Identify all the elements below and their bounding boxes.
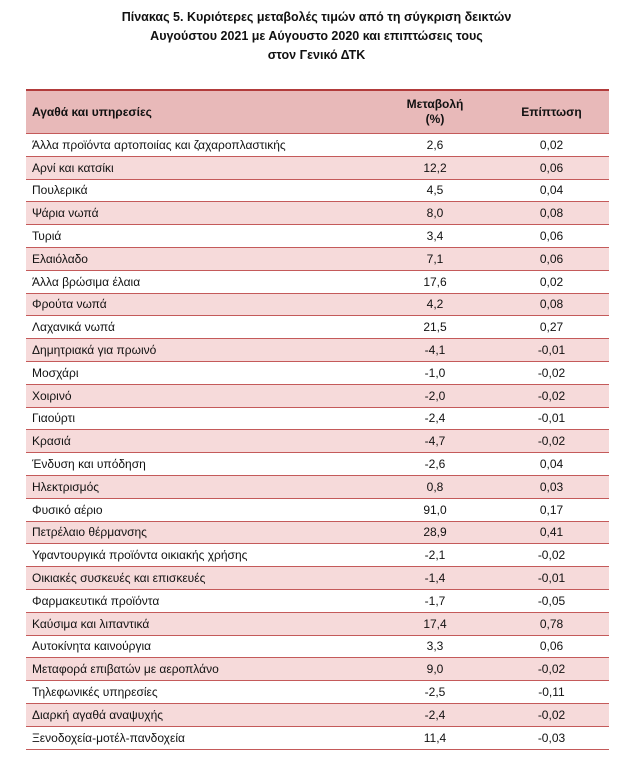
table-row (26, 384, 609, 407)
cell-impact: 0,41 (539, 525, 564, 540)
cell-impact: -0,01 (537, 571, 566, 586)
table-row (26, 452, 609, 475)
table-row (26, 293, 609, 316)
cell-item: Ξενοδοχεία-μοτέλ-πανδοχεία (32, 730, 185, 745)
cell-impact: 0,17 (539, 502, 564, 517)
table-bottom-border (26, 749, 609, 750)
cell-impact: 0,27 (539, 320, 564, 335)
cell-change: 17,4 (423, 616, 447, 631)
cell-impact: -0,05 (537, 593, 566, 608)
cell-change: -1,0 (424, 365, 446, 380)
table-row (26, 657, 609, 680)
cell-item: Μεταφορά επιβατών με αεροπλάνο (32, 662, 219, 677)
table-row (26, 589, 609, 612)
table-row (26, 361, 609, 384)
cell-change: -1,4 (424, 571, 446, 586)
cell-item: Ψάρια νωπά (32, 206, 99, 221)
cell-item: Φυσικό αέριο (32, 502, 103, 517)
cell-impact: 0,04 (539, 457, 564, 472)
cell-change: -2,5 (424, 685, 446, 700)
cell-change: 28,9 (423, 525, 447, 540)
cell-change: 2,6 (426, 137, 444, 152)
table-row (26, 703, 609, 726)
table-header (26, 89, 609, 133)
cell-item: Οικιακές συσκευές και επισκευές (32, 571, 206, 586)
cell-change: 4,2 (426, 297, 444, 312)
table-title (0, 8, 633, 65)
cell-change: -2,1 (424, 548, 446, 563)
cell-impact: 0,06 (539, 251, 564, 266)
cell-impact: -0,02 (537, 548, 566, 563)
cell-change: 17,6 (423, 274, 447, 289)
header-change-line2: (%) (425, 112, 445, 126)
cell-impact: 0,03 (539, 479, 564, 494)
cell-change: 91,0 (423, 502, 447, 517)
cell-change: 3,3 (426, 639, 444, 654)
cell-change: -4,1 (424, 343, 446, 358)
cell-impact: -0,11 (538, 685, 565, 700)
cell-item: Ελαιόλαδο (32, 251, 88, 266)
cell-item: Διαρκή αγαθά αναψυχής (32, 707, 164, 722)
header-impact: Επίπτωση (521, 105, 582, 119)
table-row (26, 338, 609, 361)
table-row (26, 247, 609, 270)
table-row (26, 224, 609, 247)
cell-impact: -0,02 (537, 434, 566, 449)
table-body (26, 133, 609, 749)
cell-impact: -0,02 (537, 388, 566, 403)
cell-impact: 0,06 (539, 160, 564, 175)
cell-change: -1,7 (424, 593, 446, 608)
cell-change: 7,1 (426, 251, 444, 266)
header-item: Αγαθά και υπηρεσίες (32, 105, 152, 119)
cell-item: Αρνί και κατσίκι (32, 160, 114, 175)
table-row (26, 315, 609, 338)
cell-change: 3,4 (426, 229, 444, 244)
cell-item: Αυτοκίνητα καινούργια (32, 639, 152, 654)
cell-change: 9,0 (426, 662, 444, 677)
cell-item: Φαρμακευτικά προϊόντα (32, 593, 160, 608)
cell-change: 12,2 (423, 160, 447, 175)
cell-item: Πετρέλαιο θέρμανσης (32, 525, 147, 540)
cell-change: 21,5 (423, 320, 447, 335)
cell-item: Άλλα βρώσιμα έλαια (32, 274, 141, 289)
cell-item: Γιαούρτι (32, 411, 75, 426)
cell-change: -2,4 (424, 411, 446, 426)
cell-item: Τηλεφωνικές υπηρεσίες (32, 685, 158, 700)
table-row (26, 635, 609, 658)
cell-item: Πουλερικά (32, 183, 88, 198)
table-row (26, 270, 609, 293)
table-row (26, 680, 609, 703)
cell-change: -2,6 (424, 457, 446, 472)
cell-item: Ένδυση και υπόδηση (32, 457, 146, 472)
cell-impact: -0,02 (537, 662, 566, 677)
table-row (26, 612, 609, 635)
cell-impact: 0,06 (539, 229, 564, 244)
cell-item: Άλλα προϊόντα αρτοποιίας και ζαχαροπλαστικής (32, 137, 286, 152)
cell-change: -2,4 (424, 707, 446, 722)
table-row (26, 429, 609, 452)
cell-item: Τυριά (32, 229, 62, 244)
table-row (26, 726, 609, 749)
table-row (26, 156, 609, 179)
cell-impact: -0,01 (537, 411, 566, 426)
cell-item: Χοιρινό (32, 388, 72, 403)
table-row (26, 407, 609, 430)
title-line-1: Πίνακας 5. Κυριότερες μεταβολές τιμών από τη σύγκριση δεικτών (121, 10, 512, 24)
table-row (26, 498, 609, 521)
cell-change: -2,0 (424, 388, 446, 403)
cell-impact: 0,08 (539, 297, 564, 312)
cell-item: Καύσιμα και λιπαντικά (32, 616, 150, 631)
cell-impact: 0,08 (539, 206, 564, 221)
title-line-3: στον Γενικό ΔΤΚ (267, 48, 366, 62)
table-row (26, 566, 609, 589)
cell-impact: 0,02 (539, 137, 564, 152)
title-line-2: Αυγούστου 2021 με Αύγουστο 2020 και επιπτώσεις τους (150, 29, 483, 43)
table-row (26, 521, 609, 544)
cell-impact: 0,04 (539, 183, 564, 198)
cell-item: Ηλεκτρισμός (32, 479, 100, 494)
table-row (26, 475, 609, 498)
table-row (26, 133, 609, 156)
cell-change: 8,0 (426, 206, 444, 221)
cell-item: Υφαντουργικά προϊόντα οικιακής χρήσης (32, 548, 248, 563)
table-row (26, 179, 609, 202)
header-change-line1: Μεταβολή (406, 97, 464, 111)
cell-item: Μοσχάρι (32, 365, 79, 380)
price-changes-table (26, 89, 609, 750)
cell-item: Λαχανικά νωπά (32, 320, 115, 335)
cell-impact: -0,02 (537, 707, 566, 722)
cell-item: Κρασιά (32, 434, 71, 449)
cell-change: -4,7 (424, 434, 446, 449)
cell-change: 11,4 (423, 730, 447, 745)
cell-impact: 0,78 (539, 616, 564, 631)
cell-impact: -0,01 (537, 343, 566, 358)
cell-item: Φρούτα νωπά (32, 297, 107, 312)
table-row (26, 543, 609, 566)
cell-change: 0,8 (426, 479, 444, 494)
cell-impact: 0,06 (539, 639, 564, 654)
table-row (26, 201, 609, 224)
cell-impact: -0,03 (537, 730, 566, 745)
header-change (376, 97, 494, 127)
cell-impact: -0,02 (537, 365, 566, 380)
cell-change: 4,5 (426, 183, 444, 198)
cell-item: Δημητριακά για πρωινό (32, 343, 157, 358)
cell-impact: 0,02 (539, 274, 564, 289)
